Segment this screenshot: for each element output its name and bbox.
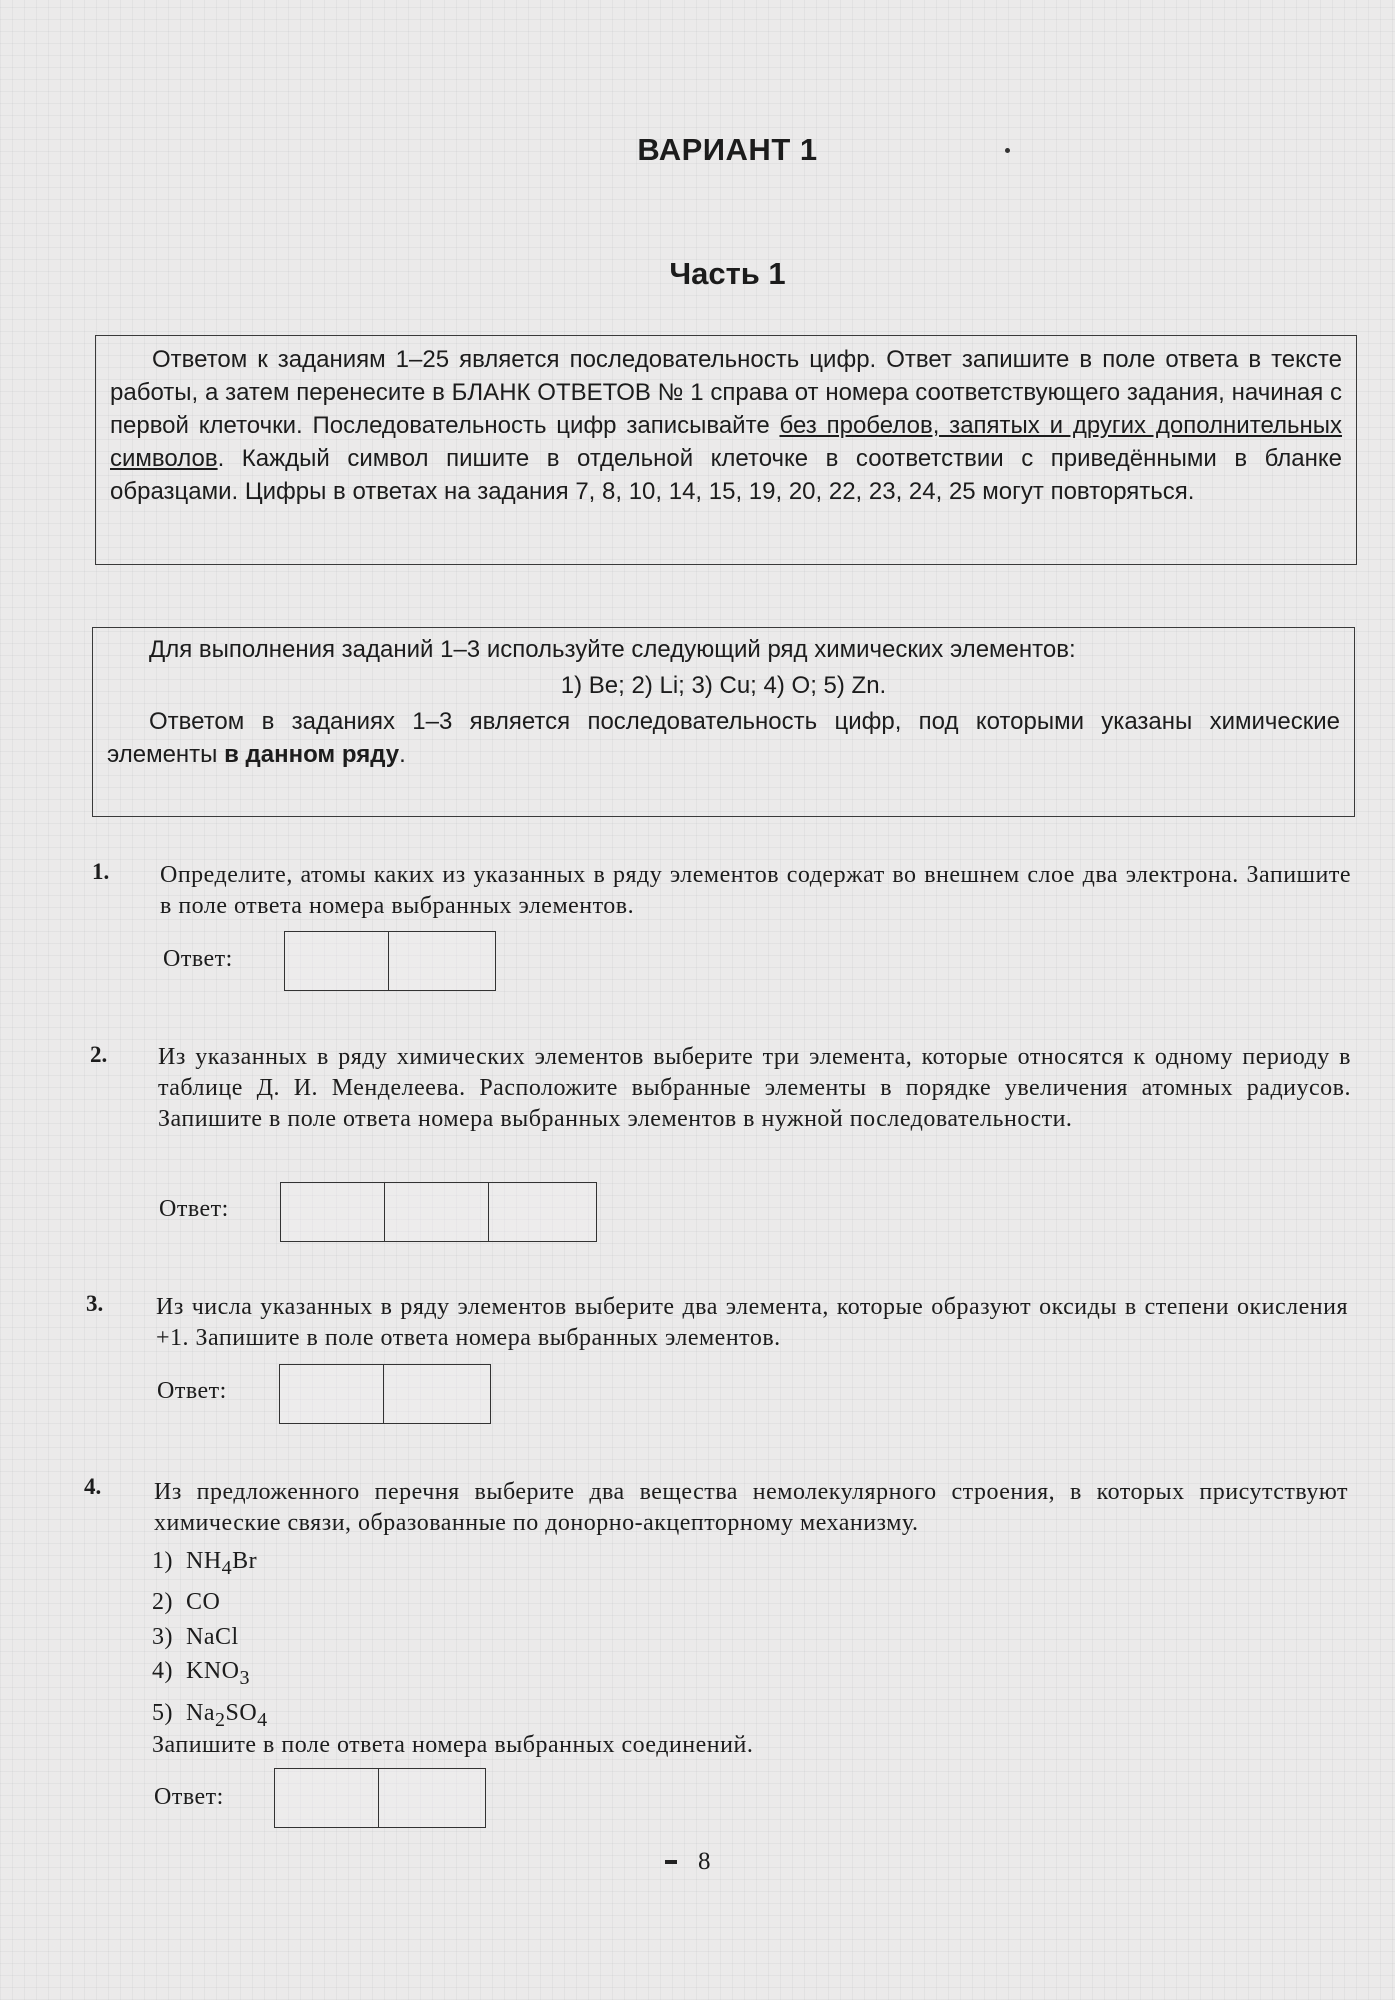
formula-part: Na [186,1699,215,1726]
answer-field-task-4[interactable] [274,1768,486,1828]
task-number: 4. [84,1474,102,1499]
option-number: 3) [152,1623,173,1650]
task-text: Из предложенного перечня выберите два вещества немолекулярного строения, в которых присутствуют химические связи, образованные по донорно-акцепторному механизму. [154,1479,1348,1536]
answer-cell[interactable] [285,932,389,990]
formula-part: NH [186,1548,222,1574]
answer-label: Ответ: [154,1784,224,1810]
task-text: Из указанных в ряду химических элементов выберите три элемента, которые относятся к одному периоду в таблице Д. И. Менделеева. Расположите выбранные элементы в порядке увеличения атомных радиусов. Запишите в поле ответа номера выбранных элементов в нужной последовательности. [158,1044,1351,1132]
option-number: 2) [152,1589,173,1616]
instructions-text [110,343,1342,508]
answer-cell[interactable] [275,1769,379,1827]
instructions-text-start: Ответом к заданиям 1–25 является последовательность цифр. Ответ запишите в поле ответа в тексте работы, а затем перенесите в БЛАНК ОТВЕТОВ № 1 справа от номера соответствующего задания, начиная с первой клеточки. Последовательность цифр записывайте [110,346,1342,439]
formula-part: KNO [186,1658,240,1685]
option-item [152,1620,268,1655]
elements-note-end: . [399,741,406,768]
formula-subscript: 3 [239,1667,250,1690]
formula-part: Br [232,1548,258,1574]
answer-field-task-2[interactable] [280,1182,597,1242]
answer-cell[interactable] [385,1183,489,1241]
variant-title: ВАРИАНТ 1 [637,132,818,167]
instructions-text-end: . Каждый символ пишите в отдельной клеточке в соответствии с приведёнными в бланке образцами. Цифры в ответах на задания 7, 8, 10, 14, 15, 19, 20, 22, 23, 24, 25 могут повторяться. [110,445,1342,505]
formula-subscript: 2 [214,1708,226,1731]
answer-cell[interactable] [384,1365,488,1423]
answer-label: Ответ: [159,1196,229,1222]
option-item [152,1585,268,1620]
task-number: 2. [90,1042,108,1067]
formula-subscript: 4 [257,1708,268,1731]
answer-label: Ответ: [163,946,233,972]
answer-label: Ответ: [157,1378,227,1404]
page-number: 8 [698,1848,711,1875]
elements-note [107,705,1340,771]
answer-cell[interactable] [280,1365,384,1423]
task-instruction: Запишите в поле ответа номера выбранных соединений. [152,1732,754,1758]
option-number: 5) [152,1699,173,1726]
answer-field-task-3[interactable] [279,1364,491,1424]
option-number: 1) [152,1548,173,1574]
task-text: Определите, атомы каких из указанных в ряду элементов содержат во внешнем слое два электрона. Запишите в поле ответа номера выбранных элементов. [160,862,1351,919]
option-item [152,1544,268,1585]
instructions-box [95,335,1357,565]
task-number: 3. [86,1291,104,1316]
formula-subscript: 4 [221,1556,233,1579]
footer-dash [665,1860,677,1864]
answer-cell[interactable] [389,932,493,990]
option-item [152,1654,268,1695]
elements-box [92,627,1355,817]
task-text: Из числа указанных в ряду элементов выберите два элемента, которые образуют оксиды в степени окисления +1. Запишите в поле ответа номера выбранных элементов. [156,1294,1348,1351]
task-number: 1. [92,859,110,884]
part-title: Часть 1 [669,256,786,291]
formula-part: SO [225,1699,258,1726]
answer-cell[interactable] [281,1183,385,1241]
elements-note-bold: в данном ряду [224,741,400,768]
formula-part: CO [186,1589,221,1616]
answer-cell[interactable] [489,1183,593,1241]
elements-note-start: Ответом в заданиях 1–3 является последовательность цифр, под которыми указаны химические элементы [107,708,1340,768]
elements-series: 1) Be; 2) Li; 3) Cu; 4) O; 5) Zn. [560,672,887,699]
option-number: 4) [152,1658,173,1685]
instructions-underlined: без пробелов, запятых и других дополнительных символов [110,412,1342,472]
answer-field-task-1[interactable] [284,931,496,991]
options-list [152,1544,268,1737]
answer-cell[interactable] [379,1769,483,1827]
formula-part: NaCl [186,1623,239,1650]
elements-intro: Для выполнения заданий 1–3 используйте следующий ряд химических элементов: [149,636,1076,663]
